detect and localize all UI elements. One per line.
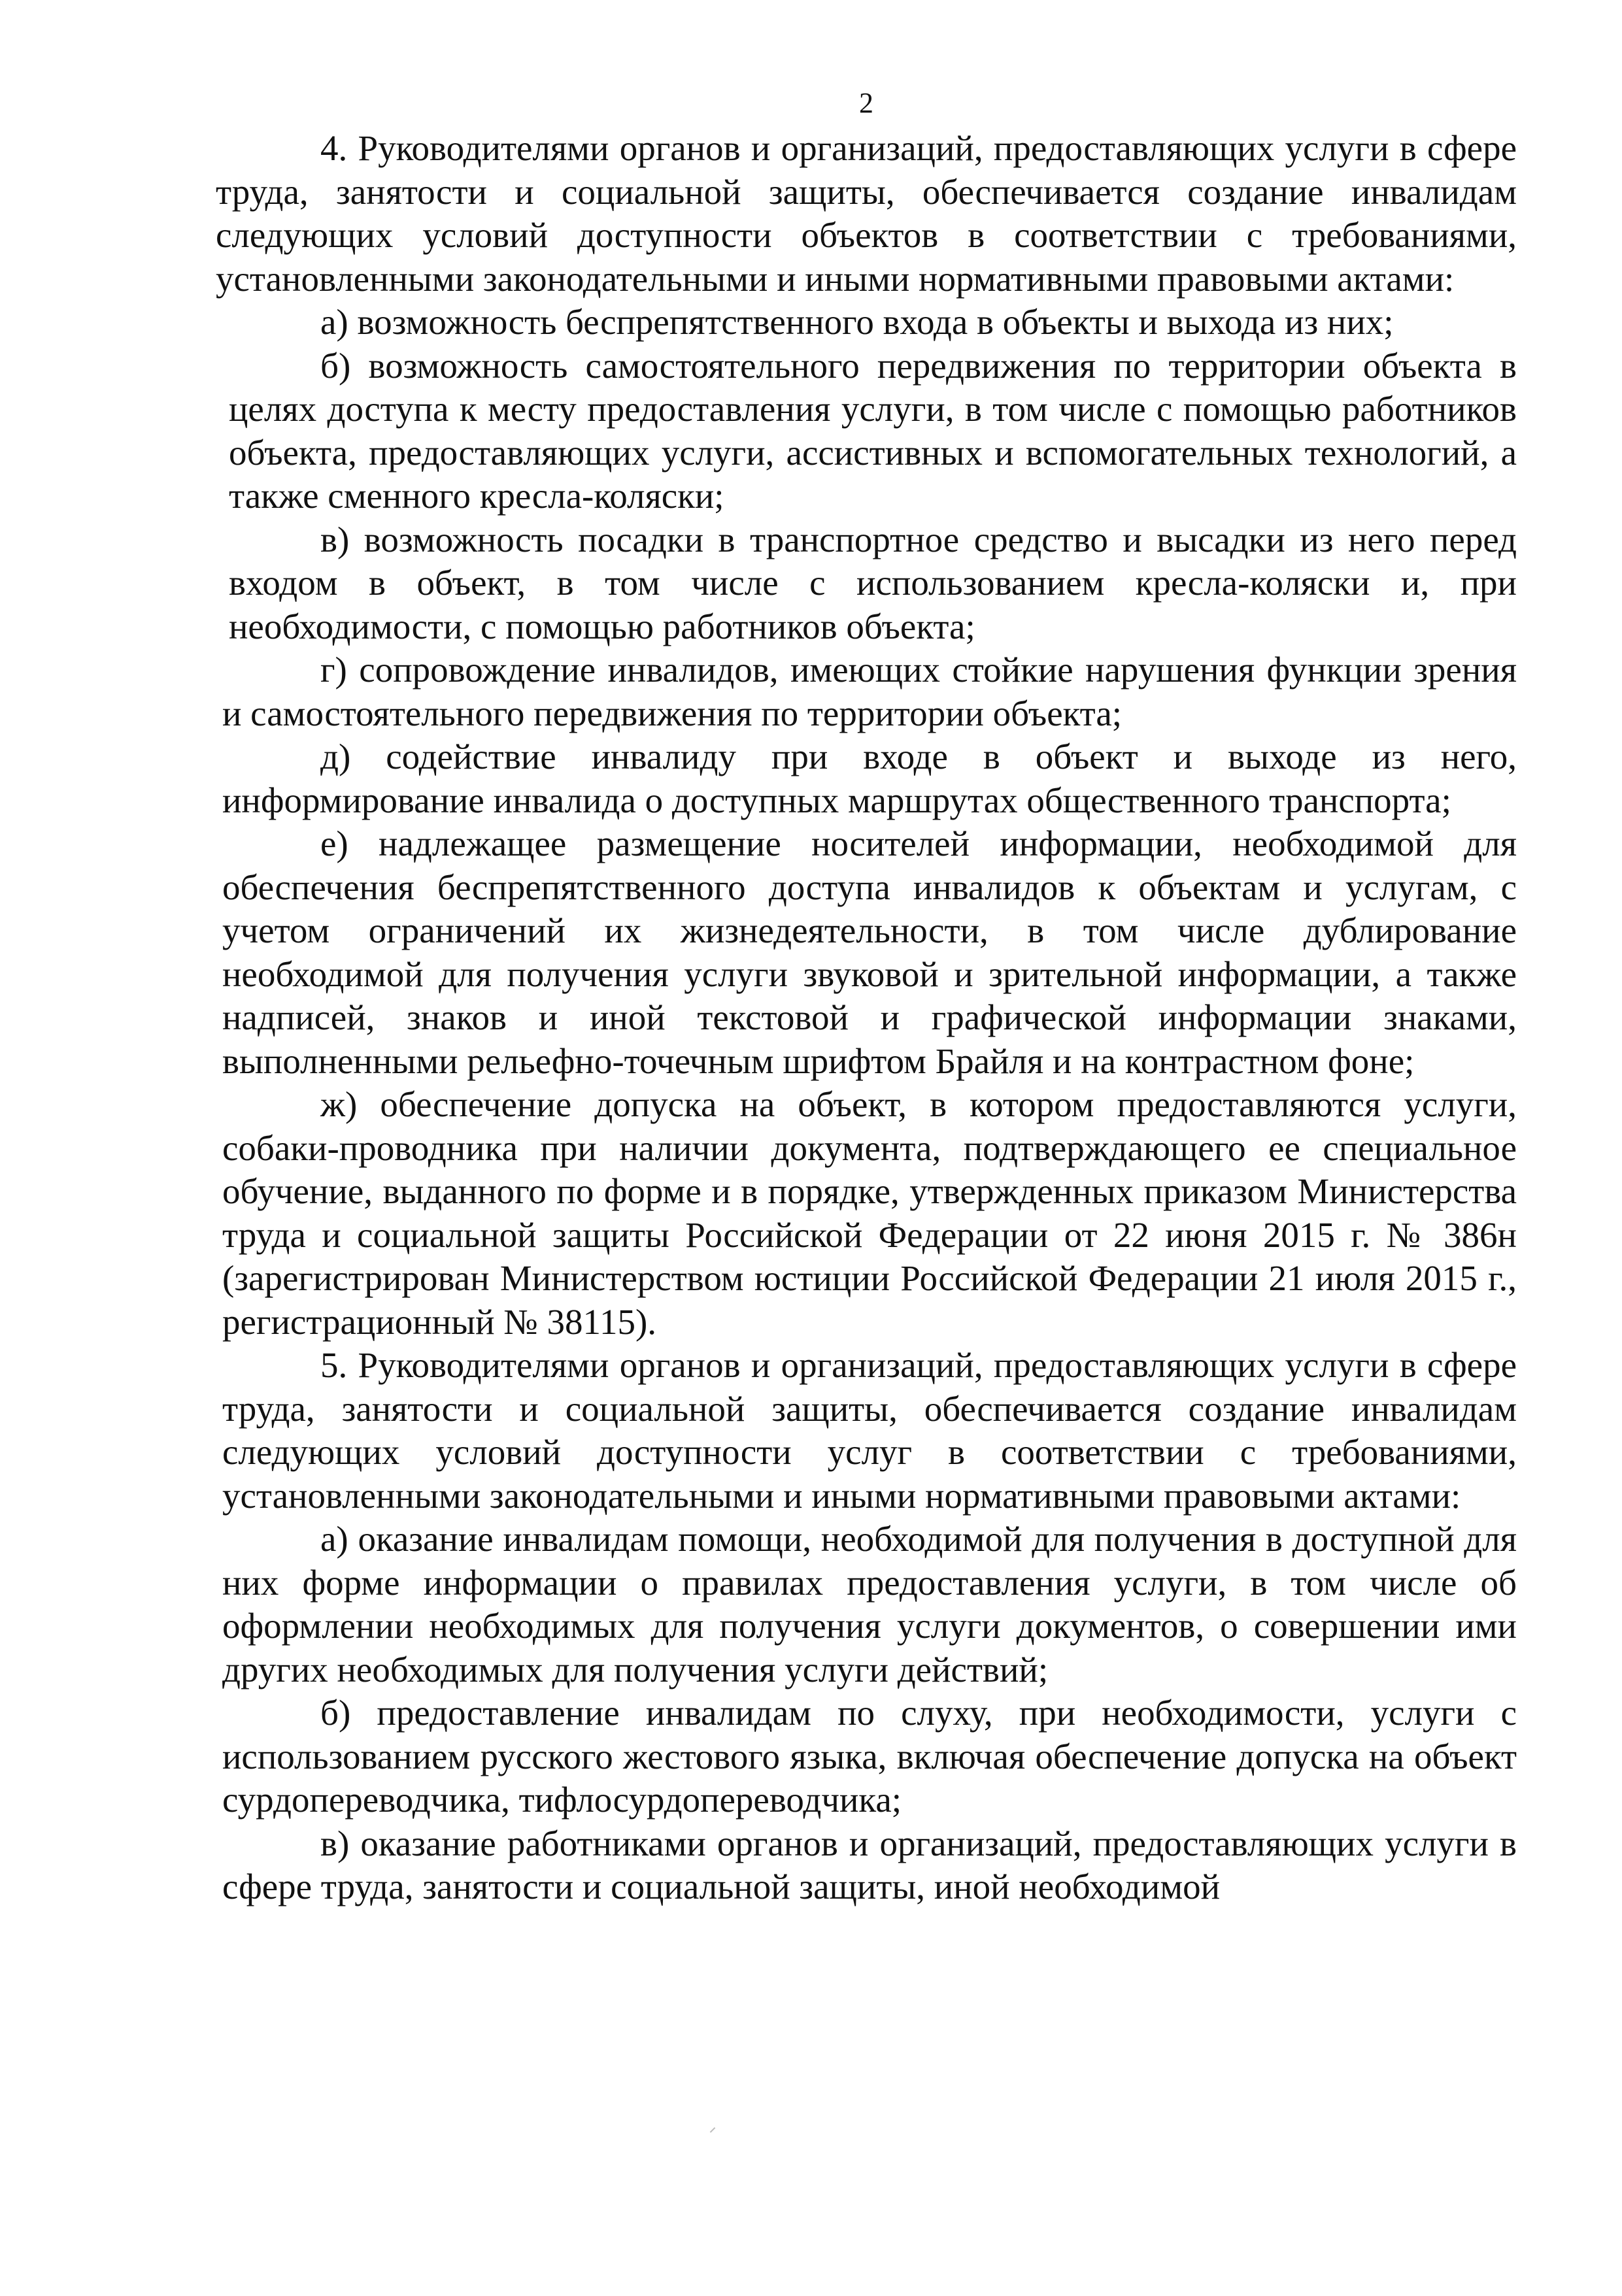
document-page — [216, 85, 1517, 1909]
page-number: 2 — [859, 87, 873, 119]
paragraph-4-intro: 4. Руководителями органов и организаций, предоставляющих услуги в сфере труда, занятости и социальной защиты, обеспечивается создание инвалидам следующих условий доступности объектов в соответствии с требованиями, установленными законодательными и иными нормативными правовыми актами: — [216, 128, 1517, 299]
paragraph-4v: в) возможность посадки в транспортное средство и высадки из него перед входом в объект, в том числе с использованием кресла-коляски и, при необходимости, с помощью работников объекта; — [229, 519, 1517, 646]
paragraph-4zh: ж) обеспечение допуска на объект, в котором предоставляются услуги, собаки-проводника при наличии документа, подтверждающего ее специальное обучение, выданного по форме и в порядке, утвержденных приказом Министерства труда и социальной защиты Российской Федерации от 22 июня 2015 г. № 386н (зарегистрирован Министерством юстиции Российской Федерации 21 июля 2015 г., регистрационный № 38115). — [222, 1084, 1517, 1342]
paragraph-4a: а) возможность беспрепятственного входа в объекты и выхода из них; — [320, 302, 1394, 342]
paragraph-4g: г) сопровождение инвалидов, имеющих стойкие нарушения функции зрения и самостоятельного передвижения по территории объекта; — [222, 650, 1517, 733]
scan-speck — [710, 2127, 715, 2133]
paragraph-4d: д) содействие инвалиду при входе в объект и выходе из него, информирование инвалида о доступных маршрутах общественного транспорта; — [222, 737, 1517, 820]
paragraph-4b: б) возможность самостоятельного передвижения по территории объекта в целях доступа к месту предоставления услуги, в том числе с помощью работников объекта, предоставляющих услуги, ассистивных и вспомогательных технологий, а также сменного кресла-коляски; — [229, 345, 1517, 516]
paragraph-5v: в) оказание работниками органов и организаций, предоставляющих услуги в сфере труда, занятости и социальной защиты, иной необходимой — [222, 1823, 1517, 1906]
paragraph-4e: е) надлежащее размещение носителей информации, необходимой для обеспечения беспрепятственного доступа инвалидов к объектам и услугам, с учетом ограничений их жизнедеятельности, в том числе дублирование необходимой для получения услуги звуковой и зрительной информации, а также надписей, знаков и иной текстовой и графической информации знаками, выполненными рельефно-точечным шрифтом Брайля и на контрастном фоне; — [222, 824, 1517, 1081]
paragraph-5b: б) предоставление инвалидам по слуху, при необходимости, услуги с использованием русского жестового языка, включая обеспечение допуска на объект сурдопереводчика, тифлосурдопереводчика; — [222, 1693, 1517, 1820]
paragraph-5a: а) оказание инвалидам помощи, необходимой для получения в доступной для них форме информации о правилах предоставления услуги, в том числе об оформлении необходимых для получения услуги документов, о совершении ими других необходимых для получения услуги действий; — [222, 1519, 1517, 1689]
paragraph-5-intro: 5. Руководителями органов и организаций, предоставляющих услуги в сфере труда, занятости и социальной защиты, обеспечивается создание инвалидам следующих условий доступности услуг в соответствии с требованиями, установленными законодательными и иными нормативными правовыми актами: — [222, 1345, 1517, 1516]
